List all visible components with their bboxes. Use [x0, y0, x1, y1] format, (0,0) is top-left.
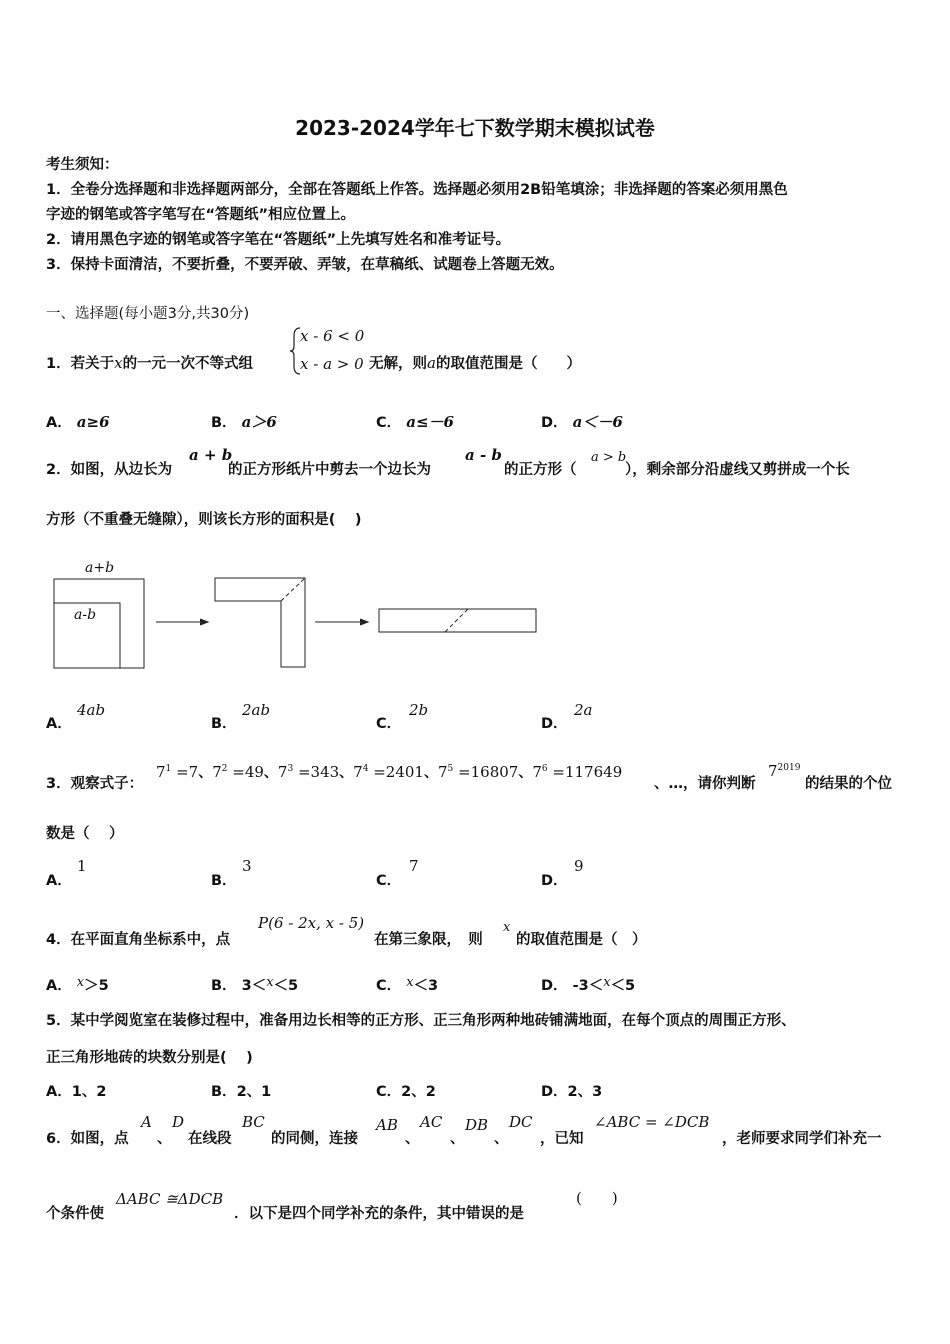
q6-sep: 、: [157, 1131, 172, 1147]
q2-stem-pre: 2．如图，从边长为: [46, 462, 173, 478]
q6-sep-3: 、: [450, 1131, 465, 1147]
q6-point-d: D: [172, 1113, 185, 1131]
q6-stem-mid2: 的同侧，连接: [271, 1131, 358, 1147]
arrow-1-head: [200, 619, 208, 625]
big-square: [54, 579, 144, 668]
q1-ineq1: x - 6 < 0: [300, 327, 365, 345]
q6-segment-dc: DC: [509, 1113, 533, 1131]
q6-answer-paren: ( ): [576, 1189, 618, 1207]
q1-option-b: B． a＞6: [211, 413, 277, 431]
q3-big-power: $7^{2019}$: [768, 762, 801, 780]
q2-option-c-label: C．: [376, 716, 402, 732]
q6-stem-mid3: ，已知: [540, 1131, 584, 1147]
q6-point-a: A: [141, 1113, 152, 1131]
q4-var: x: [503, 920, 511, 935]
rectangle-cut: [445, 609, 468, 632]
q6-segment-db: DB: [465, 1116, 489, 1134]
q4-point: P(6 - 2x, x - 5): [258, 914, 365, 932]
q3-option-c-value: 7: [409, 857, 419, 875]
q2-fig-label-a-plus-b: a+b: [85, 560, 115, 576]
q5-option-b: B．2、1: [211, 1084, 272, 1100]
q4-option-d: D． -3＜x＜5: [541, 975, 636, 994]
q2-option-c-value: 2b: [409, 701, 429, 719]
q3-expr-list: $7^1 =7$、$7^2 =49$、$7^3 =343$、$7^4 =2401$、$7^5 =16807$、$7^6 =117649$: [156, 763, 623, 781]
q6-sep-4: 、: [494, 1131, 509, 1147]
q2-expr-a-plus-b: a + b: [189, 446, 233, 464]
q1-stem-end: 无解，则a的取值范围是（ ）: [369, 354, 581, 372]
l-shape-cut: [281, 578, 305, 601]
q6-segment-bc: BC: [242, 1113, 265, 1131]
q6-stem-pre: 6．如图，点: [46, 1131, 129, 1147]
q2-expr-a-minus-b: a - b: [465, 446, 502, 464]
q3-option-a-value: 1: [77, 857, 87, 875]
q6-sep-2: 、: [405, 1131, 420, 1147]
q5-option-c: C．2、2: [376, 1084, 436, 1100]
q6-congruence: ΔABC ≅ΔDCB: [116, 1190, 224, 1208]
arrow-2-head: [360, 619, 368, 625]
q3-option-b-label: B．: [211, 873, 237, 889]
q4-stem-mid: 在第三象限， 则: [374, 932, 483, 948]
q2-option-d-label: D．: [541, 716, 568, 732]
q3-expr-3: $7^3 =343$: [277, 763, 340, 781]
q1-option-d: D． a＜－6: [541, 413, 623, 431]
q3-stem-pre: 3．观察式子：: [46, 776, 144, 792]
q4-option-a: A． x＞5: [46, 975, 109, 994]
q3-option-a-label: A．: [46, 873, 72, 889]
q5-stem-line1: 5．某中学阅览室在装修过程中，准备用边长相等的正方形、正三角形两种地砖铺满地面，在每个顶点的周围正方形、: [46, 1013, 796, 1029]
q1-stem: 1．若关于x的一元一次不等式组: [46, 354, 254, 372]
q3-option-b-value: 3: [242, 857, 252, 875]
q6-stem-line2-post: ．以下是四个同学补充的条件，其中错误的是: [234, 1206, 524, 1222]
notice-line2: 2．请用黑色字迹的钢笔或答字笔在“答题纸”上先填写姓名和准考证号。: [46, 232, 511, 248]
q2-stem-mid2: 的正方形（: [504, 462, 577, 478]
q3-stem-ask: 、…，请你判断: [654, 776, 756, 792]
rectangle: [379, 609, 536, 632]
q3-expr-6: $7^6 =117649$: [532, 763, 623, 781]
notice-line1b: 字迹的钢笔或答字笔写在“答题纸”相应位置上。: [46, 207, 356, 223]
q2-option-b-value: 2ab: [242, 701, 271, 719]
q5-stem-line2: 正三角形地砖的块数分别是( ): [46, 1050, 253, 1066]
q6-stem-post1: ，老师要求同学们补充一: [722, 1131, 882, 1147]
q6-segment-ab: AB: [376, 1116, 398, 1134]
q3-option-c-label: C．: [376, 873, 402, 889]
q3-expr-1: $7^1 =7$: [156, 763, 199, 781]
q6-stem-mid1: 在线段: [188, 1131, 232, 1147]
notice-line3: 3．保持卡面清洁，不要折叠，不要弄破、弄皱，在草稿纸、试题卷上答题无效。: [46, 257, 564, 273]
q2-expr-a-gt-b: a > b: [591, 450, 627, 465]
q4-stem-pre: 4．在平面直角坐标系中，点: [46, 932, 231, 948]
q6-stem-line2-pre: 个条件使: [46, 1206, 104, 1222]
q5-option-a: A．1、2: [46, 1084, 107, 1100]
q2-stem-mid1: 的正方形纸片中剪去一个边长为: [228, 462, 431, 478]
q4-option-b: B． 3＜x＜5: [211, 975, 299, 994]
q2-fig-label-a-minus-b: a-b: [74, 607, 97, 623]
q2-option-a-value: 4ab: [77, 701, 106, 719]
q1-option-c: C． a≤－6: [376, 413, 454, 431]
q4-option-c: C． x＜3: [376, 975, 439, 994]
q2-option-d-value: 2a: [574, 701, 593, 719]
q1-option-a: A． a≥6: [46, 413, 110, 431]
q3-expr-2: $7^2 =49$: [212, 763, 264, 781]
q5-option-d: D．2、3: [541, 1084, 603, 1100]
page-title: 2023-2024学年七下数学期末模拟试卷: [295, 116, 655, 140]
q4-stem-post: 的取值范围是（ ）: [516, 932, 647, 948]
q1-ineq2: x - a > 0: [300, 355, 364, 373]
notice-line1a: 1．全卷分选择题和非选择题两部分，全部在答题纸上作答。选择题必须用2B铅笔填涂；非选择题的答案必须用黑色: [46, 182, 788, 198]
q3-stem-post: 的结果的个位: [805, 776, 892, 792]
q2-stem-post: ），剩余部分沿虚线又剪拼成一个长: [625, 462, 850, 478]
q2-option-a-label: A．: [46, 716, 72, 732]
q6-segment-ac: AC: [420, 1113, 443, 1131]
q3-expr-4: $7^4 =2401$: [353, 763, 424, 781]
q3-expr-5: $7^5 =16807$: [437, 763, 519, 781]
q3-stem-line2: 数是（ ）: [46, 826, 124, 842]
q3-option-d-label: D．: [541, 873, 568, 889]
section-heading: 一、选择题(每小题3分,共30分): [46, 306, 250, 322]
q2-option-b-label: B．: [211, 716, 237, 732]
notice-heading: 考生须知：: [46, 157, 119, 173]
q3-option-d-value: 9: [574, 857, 584, 875]
q6-angle-condition: ∠ABC = ∠DCB: [594, 1113, 710, 1131]
q2-stem-line2: 方形（不重叠无缝隙），则该长方形的面积是( ): [46, 512, 362, 528]
